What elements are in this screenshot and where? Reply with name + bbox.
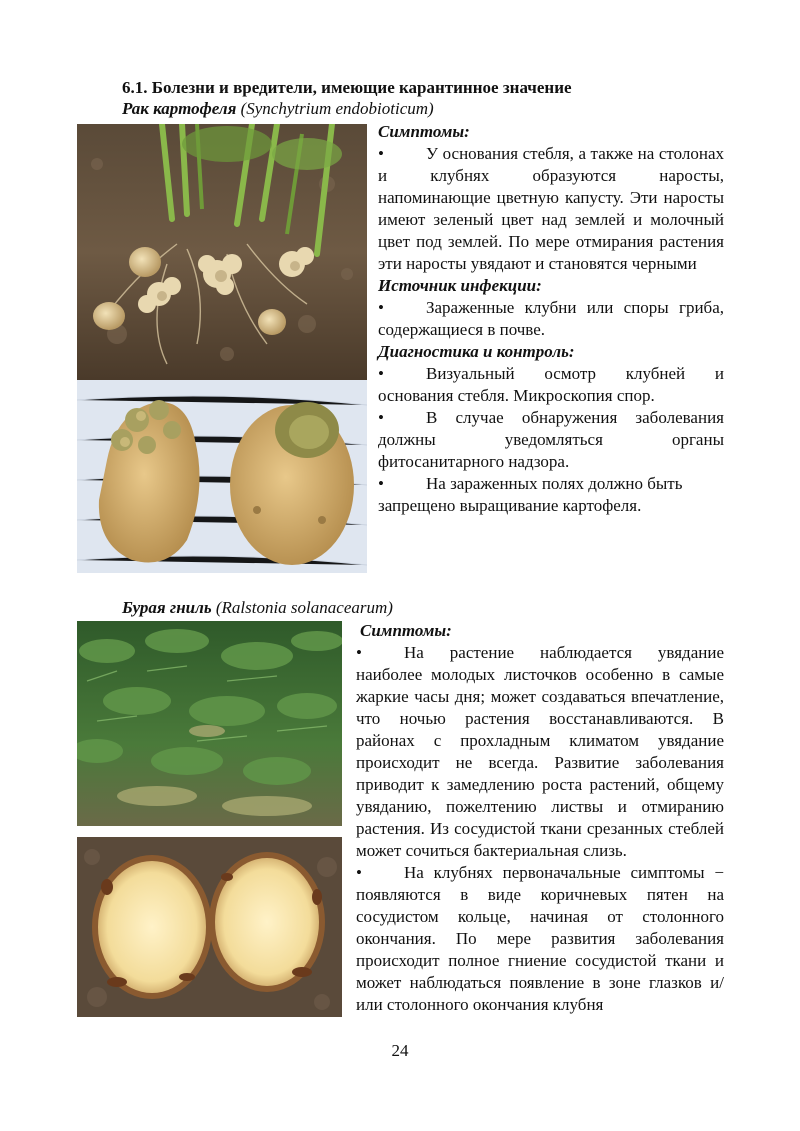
disease2-symptoms-text: На клубнях первоначальные симптомы − появляются в виде коричневых пятен на сосудистом кольце, начиная от столонного окончания. По мере развития заболевания происходит полное гниение сосудистой ткани и может наблюдаться появление в зоне глазков и/или столонного окончания клубня (356, 863, 724, 1014)
disease1-symptoms-text: У основания стебля, а также на столонах и клубнях образуются наросты, напоминающие цветную капусту. Эти наросты имеют зеленый цвет над землей и молочный цвет под землей. По мере отмирания растения эти наросты увядают и становятся черными (378, 144, 724, 273)
section-heading (122, 78, 572, 98)
disease1-symptoms-label: Симптомы: (378, 122, 470, 141)
disease1-symptoms-item (378, 143, 724, 275)
disease1-source-text: Зараженные клубни или споры гриба, содержащиеся в почве. (378, 298, 724, 339)
disease1-name: Рак картофеля (122, 99, 237, 118)
disease1-diag-text: На зараженных полях должно быть запрещено выращивание картофеля. (378, 474, 683, 515)
section-title: .1. Болезни и вредители, имеющие карантинное значение (130, 78, 572, 97)
disease1-text (378, 121, 724, 517)
section-number: 6 (122, 78, 131, 97)
bullet-marker: • (356, 643, 362, 662)
disease1-source-item (378, 297, 724, 341)
disease1-diag-label: Диагностика и контроль: (378, 342, 575, 361)
disease1-diag-item (378, 363, 724, 407)
bullet-marker: • (378, 298, 384, 317)
photo-wilting-field (77, 621, 342, 826)
disease1-title (122, 99, 434, 119)
disease2-symptoms-item (356, 642, 724, 862)
disease2-name: Бурая гниль (122, 598, 212, 617)
disease2-symptoms-item (356, 862, 724, 1016)
disease1-latin: (Synchytrium endobioticum) (240, 99, 434, 118)
disease2-latin: Ralstonia solanacearum (221, 598, 388, 617)
disease1-diag-item (378, 407, 724, 473)
disease2-title (122, 598, 393, 618)
disease1-diag-item (378, 473, 724, 517)
disease2-symptoms-text: На растение наблюдается увядание наиболее молодых листочков особенно в самые жаркие часы дня; может создаваться впечатление, что ночью растения восстанавливаются. В районах с прохладным климатом увядание происходит не всегда. Развитие заболевания приводит к замедлению роста растений, общему увяданию, пожелтению листвы и отмиранию растения. Из сосудистой ткани срезанных стеблей может сочиться бактериальная слизь. (356, 643, 724, 860)
bullet-marker: • (378, 364, 384, 383)
bullet-marker: • (378, 408, 384, 427)
page-number: 24 (391, 1041, 409, 1060)
disease2-symptoms-label: Симптомы: (360, 621, 452, 640)
disease2-text (356, 620, 724, 1016)
disease1-source-label: Источник инфекции: (378, 276, 542, 295)
disease2-latin-wrap: (Ralstonia solanacearum) (215, 598, 393, 617)
bullet-marker: • (378, 144, 384, 163)
bullet-marker: • (356, 863, 362, 882)
photo-cut-tuber-brown-rot (77, 837, 342, 1017)
photo-potato-wart-plant (77, 124, 367, 380)
disease1-diag-text: В случае обнаружения заболевания должны уведомляться органы фитосанитарного надзора. (378, 408, 724, 471)
photo-potato-wart-tubers (77, 380, 367, 573)
bullet-marker: • (378, 474, 384, 493)
disease1-diag-text: Визуальный осмотр клубней и основания стебля. Микроскопия спор. (378, 364, 724, 405)
